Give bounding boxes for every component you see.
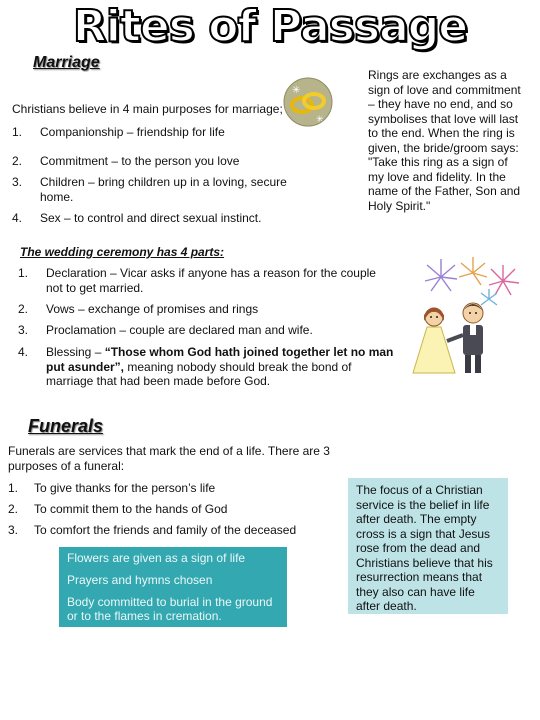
list-text: Commitment – to the person you love bbox=[40, 154, 240, 168]
afterlife-note-box bbox=[348, 478, 508, 614]
wedding-rings-icon bbox=[278, 76, 338, 128]
list-item bbox=[12, 154, 302, 175]
list-item bbox=[12, 125, 302, 154]
rings-note: Rings are exchanges as a sign of love and commitment – they have no end, and so symbolises that love will last to the end. When the ring is given, the bride/groom says: "Take this ring as a sign of my love and fidelity. In the name of the Father, Son and Holy Spirit." bbox=[368, 68, 521, 213]
list-item bbox=[8, 523, 328, 538]
list-text: Vows – exchange of promises and rings bbox=[46, 302, 259, 316]
marriage-heading: Marriage bbox=[33, 54, 100, 71]
list-number: 4. bbox=[12, 211, 23, 225]
practice-item: Prayers and hymns chosen bbox=[67, 573, 213, 587]
list-item bbox=[18, 345, 396, 389]
svg-text:✳: ✳ bbox=[292, 85, 301, 96]
funerals-intro bbox=[8, 444, 338, 473]
list-text: To commit them to the hands of God bbox=[34, 502, 228, 516]
list-text bbox=[46, 345, 394, 389]
list-item bbox=[12, 211, 302, 226]
blessing-meaning: meaning nobody should break the bond of marriage that had been made before God. bbox=[46, 359, 352, 388]
list-item bbox=[12, 175, 302, 211]
list-text: Declaration – Vicar asks if anyone has a reason for the couple not to get married. bbox=[46, 266, 376, 295]
funerals-intro-text: Funerals are services that mark the end of a life. There are 3 purposes of a funeral: bbox=[8, 444, 330, 473]
list-number: 1. bbox=[8, 481, 19, 495]
list-item bbox=[18, 266, 396, 302]
practice-item: Flowers are given as a sign of life bbox=[67, 551, 246, 565]
list-text: To comfort the friends and family of the deceased bbox=[34, 523, 297, 537]
list-item bbox=[18, 302, 396, 323]
svg-text:✳: ✳ bbox=[316, 115, 324, 125]
list-number: 1. bbox=[18, 266, 29, 280]
page-title: Rites of Passage bbox=[72, 1, 468, 52]
list-number: 3. bbox=[12, 175, 23, 189]
funeral-practices-box bbox=[59, 547, 287, 627]
wedding-couple-illustration bbox=[403, 255, 528, 375]
list-number: 2. bbox=[18, 302, 29, 316]
marriage-intro: Christians believe in 4 main purposes for marriage; bbox=[12, 102, 283, 116]
list-text: Sex – to control and direct sexual instinct. bbox=[40, 211, 262, 225]
list-item bbox=[18, 323, 396, 345]
list-text: Proclamation – couple are declared man and wife. bbox=[46, 323, 313, 337]
list-number: 3. bbox=[18, 323, 29, 337]
list-number: 2. bbox=[8, 502, 19, 516]
list-number: 2. bbox=[12, 154, 23, 168]
list-item bbox=[8, 481, 328, 502]
list-number: 3. bbox=[8, 523, 19, 537]
afterlife-note: The focus of a Christian service is the belief in life after death. The empty cross is a sign that Jesus rose from the dead and Christians believe that his resurrection means that they also can have life after death. bbox=[356, 483, 493, 613]
blessing-quote: “Those whom God hath joined together let no man put asunder”, bbox=[46, 345, 394, 374]
list-text: Companionship – friendship for life bbox=[40, 125, 225, 139]
list-text: Children – bring children up in a loving, secure home. bbox=[40, 175, 287, 204]
list-item bbox=[8, 502, 328, 523]
ceremony-list bbox=[18, 266, 396, 389]
marriage-purposes-list bbox=[12, 125, 302, 226]
list-text: To give thanks for the person’s life bbox=[34, 481, 216, 495]
funerals-heading: Funerals bbox=[28, 416, 104, 436]
list-number: 1. bbox=[12, 125, 23, 139]
blessing-label: Blessing – bbox=[46, 345, 105, 359]
ceremony-heading: The wedding ceremony has 4 parts: bbox=[20, 245, 225, 259]
list-number: 4. bbox=[18, 345, 29, 359]
practice-item: Body committed to burial in the ground or to the flames in cremation. bbox=[67, 595, 273, 623]
funerals-purposes-list bbox=[8, 481, 328, 538]
